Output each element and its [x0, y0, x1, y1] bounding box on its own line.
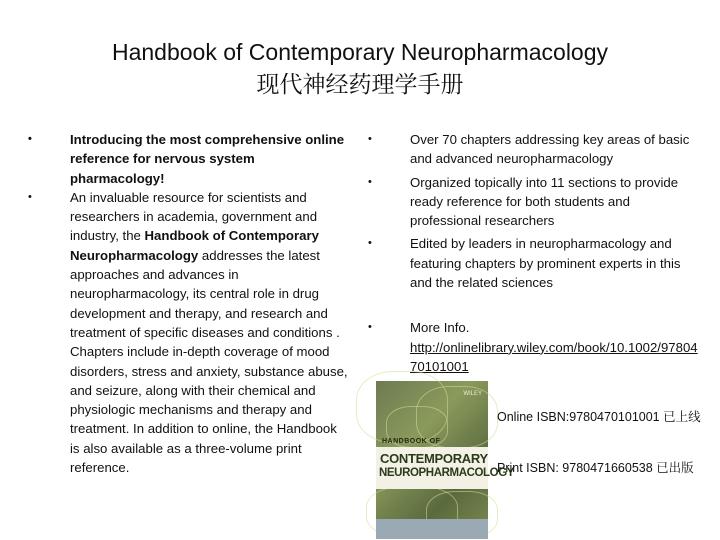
bullet-icon: •	[368, 133, 372, 145]
online-isbn: Online ISBN:9780470101001 已上线	[497, 410, 701, 424]
description-text-2: addresses the latest approaches and advances in neuropharmacology, its central role in drug development and therapy, and research and treatment of specific diseases and conditions . Chapters include in-depth coverage of mood disorders, stress and anxiety, substance abuse, and seizure, along with their chemical and physiologic mechanisms and therapy and treatment. In addition to online, the Handbook is also available as a three-volume print reference.	[70, 247, 348, 476]
cover-handbook-of: HANDBOOK OF	[382, 438, 441, 445]
bullet-icon: •	[368, 321, 372, 334]
list-item	[368, 173, 698, 231]
left-column	[28, 130, 348, 477]
handbook-name: Handbook of Contemporary Neuropharmacology	[70, 228, 319, 263]
feature-sections: Organized topically into 11 sections to provide ready reference for both students and professional researchers	[410, 174, 679, 229]
cover-title-line2: NEUROPHARMACOLOGY	[379, 467, 515, 479]
feature-editors: Edited by leaders in neuropharmacology and featuring chapters by prominent experts in this and the related sciences	[410, 236, 681, 291]
intro-text: Introducing the most comprehensive online reference for nervous system pharmacology!	[70, 132, 345, 186]
description-text-1: An invaluable resource for scientists and researchers in academia, government and industry, the	[70, 189, 318, 244]
book-cover-image	[376, 381, 515, 539]
print-isbn: Print ISBN: 9780471660538 已出版	[497, 461, 694, 475]
list-item	[28, 130, 348, 188]
list-item	[28, 188, 348, 477]
title-chinese: 现代神经药理学手册	[256, 71, 464, 97]
more-info-link[interactable]: http://onlinelibrary.wiley.com/book/10.1002/9780470101001	[410, 339, 698, 374]
list-item	[368, 130, 698, 169]
bullet-icon: •	[368, 175, 372, 188]
list-item	[368, 234, 698, 292]
list-item	[368, 318, 698, 376]
cover-title-line1: CONTEMPORARY	[380, 451, 488, 466]
more-info-label: More Info.	[410, 320, 470, 336]
title-english: Handbook of Contemporary Neuropharmacology	[111, 39, 609, 65]
right-column	[368, 130, 698, 376]
page-title	[0, 36, 720, 100]
feature-chapters: Over 70 chapters addressing key areas of basic and advanced neuropharmacology	[410, 132, 690, 167]
bullet-icon: •	[368, 237, 372, 250]
bullet-icon: •	[28, 190, 32, 203]
publisher-logo: WILEY	[463, 391, 482, 397]
bullet-icon: •	[28, 133, 32, 145]
